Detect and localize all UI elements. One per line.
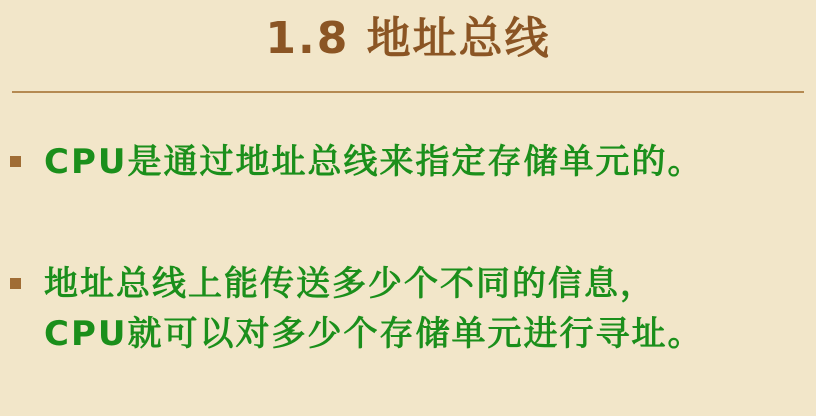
square-bullet-icon xyxy=(10,156,21,167)
square-bullet-icon xyxy=(10,278,21,289)
bullet-item-2 xyxy=(10,259,816,359)
bullet-text-2-line-2: CPU就可以对多少个存储单元进行寻址。 xyxy=(44,314,704,354)
bullet-text-2-line-1: 地址总线上能传送多少个不同的信息， xyxy=(44,264,656,304)
bullet-text-1-line-1: CPU是通过地址总线来指定存储单元的。 xyxy=(44,142,704,182)
bullet-item-1 xyxy=(10,137,816,187)
slide-title: 1.8 地址总线 xyxy=(265,13,551,64)
title-divider xyxy=(12,91,804,93)
